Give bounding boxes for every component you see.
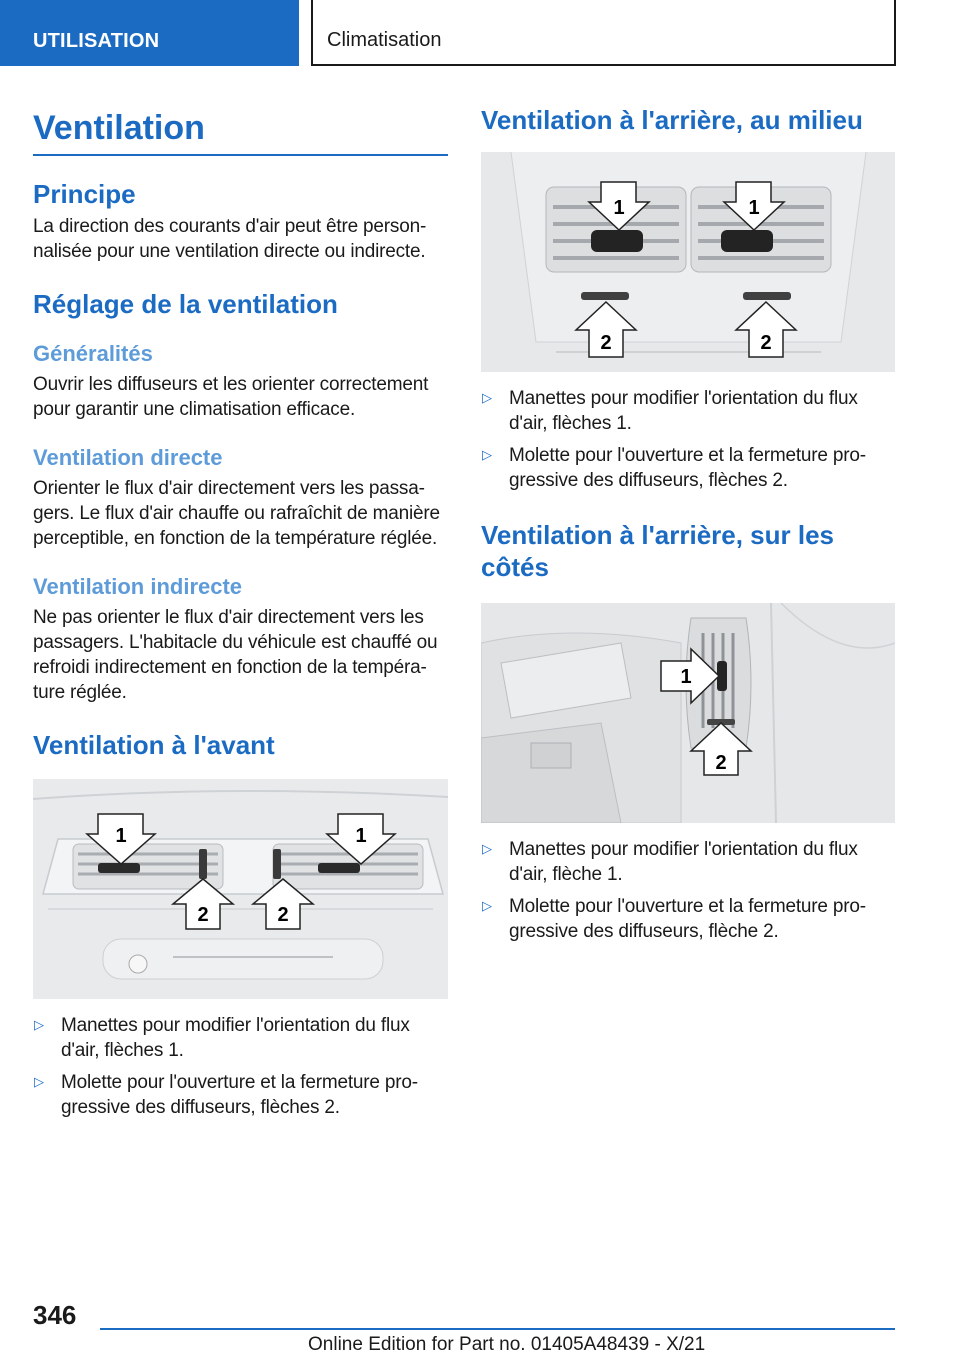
heading-cotes: Ventilation à l'arrière, sur les côtés bbox=[481, 520, 835, 582]
title-rule bbox=[33, 154, 448, 156]
heading-milieu: Ventilation à l'arrière, au milieu bbox=[481, 105, 863, 135]
triangle-bullet-icon: ▷ bbox=[482, 898, 492, 913]
text-generalites: Ouvrir les diffuseurs et les orienter correctement pour garantir une climatisation efficace. bbox=[33, 374, 429, 420]
right-column bbox=[481, 100, 895, 951]
chapter-title: Climatisation bbox=[311, 0, 896, 66]
rear-side-vents-list bbox=[481, 837, 895, 944]
page-title: Ventilation bbox=[33, 109, 205, 147]
page-number: 346 bbox=[33, 1300, 77, 1330]
front-vents-figure bbox=[33, 779, 448, 999]
list-item: ▷ Molette pour l'ouverture et la fermeture progressive des diffuseurs, flèches 2. bbox=[482, 445, 867, 491]
list-item: ▷ Molette pour l'ouverture et la fermeture progressive des diffuseurs, flèche 2. bbox=[482, 896, 867, 942]
section-tab: UTILISATION bbox=[0, 0, 299, 66]
list-item: ▷ Manettes pour modifier l'orientation du flux d'air, flèches 1. bbox=[482, 388, 858, 434]
front-vents-illustration bbox=[33, 779, 448, 999]
callout-label-1: 1 bbox=[613, 197, 625, 219]
heading-principe: Principe bbox=[33, 179, 136, 209]
footer-rule bbox=[100, 1328, 895, 1330]
triangle-bullet-icon: ▷ bbox=[482, 841, 492, 856]
triangle-bullet-icon: ▷ bbox=[34, 1074, 44, 1089]
callout-label-2: 2 bbox=[197, 904, 209, 926]
callout-label-1: 1 bbox=[355, 825, 367, 847]
list-item: ▷ Molette pour l'ouverture et la fermeture progressive des diffuseurs, flèches 2. bbox=[34, 1072, 419, 1118]
triangle-bullet-icon: ▷ bbox=[482, 390, 492, 405]
triangle-bullet-icon: ▷ bbox=[482, 447, 492, 462]
list-item: ▷ Manettes pour modifier l'orientation du flux d'air, flèche 1. bbox=[482, 839, 858, 885]
callout-label-1: 1 bbox=[115, 825, 127, 847]
heading-avant: Ventilation à l'avant bbox=[33, 730, 275, 760]
callout-label-2: 2 bbox=[600, 332, 612, 354]
callout-label-2: 2 bbox=[277, 904, 289, 926]
callout-label-1: 1 bbox=[748, 197, 760, 219]
text-principe: La direction des courants d'air peut être personnalisée pour une ventilation directe ou indirecte. bbox=[33, 216, 427, 262]
rear-side-vents-figure bbox=[481, 603, 895, 823]
front-vents-list bbox=[33, 1013, 448, 1120]
text-directe: Orienter le flux d'air directement vers les passagers. Le flux d'air chauffe ou rafraîchit de manière perceptible, en fonction de la température réglée. bbox=[33, 478, 440, 549]
callout-label-2: 2 bbox=[760, 332, 772, 354]
rear-center-vents-illustration bbox=[481, 152, 895, 372]
heading-reglage: Réglage de la ventilation bbox=[33, 289, 338, 319]
heading-generalites: Généralités bbox=[33, 341, 153, 366]
triangle-bullet-icon: ▷ bbox=[34, 1017, 44, 1032]
heading-indirecte: Ventilation indirecte bbox=[33, 574, 243, 599]
heading-directe: Ventilation directe bbox=[33, 445, 223, 470]
text-indirecte: Ne pas orienter le flux d'air directement vers les passagers. L'habitacle du véhicule est chauffé ou refroidi indirectement en fonction de la température réglée. bbox=[33, 607, 438, 703]
rear-center-vents-figure bbox=[481, 152, 895, 372]
rear-side-vents-illustration bbox=[481, 603, 895, 823]
list-item: ▷ Manettes pour modifier l'orientation du flux d'air, flèches 1. bbox=[34, 1015, 410, 1061]
rear-center-vents-list bbox=[481, 386, 895, 493]
edition-note: Online Edition for Part no. 01405A48439 - X/21 bbox=[308, 1334, 706, 1355]
callout-label-1: 1 bbox=[680, 666, 692, 688]
callout-label-2: 2 bbox=[715, 752, 727, 774]
left-column bbox=[33, 100, 448, 1127]
